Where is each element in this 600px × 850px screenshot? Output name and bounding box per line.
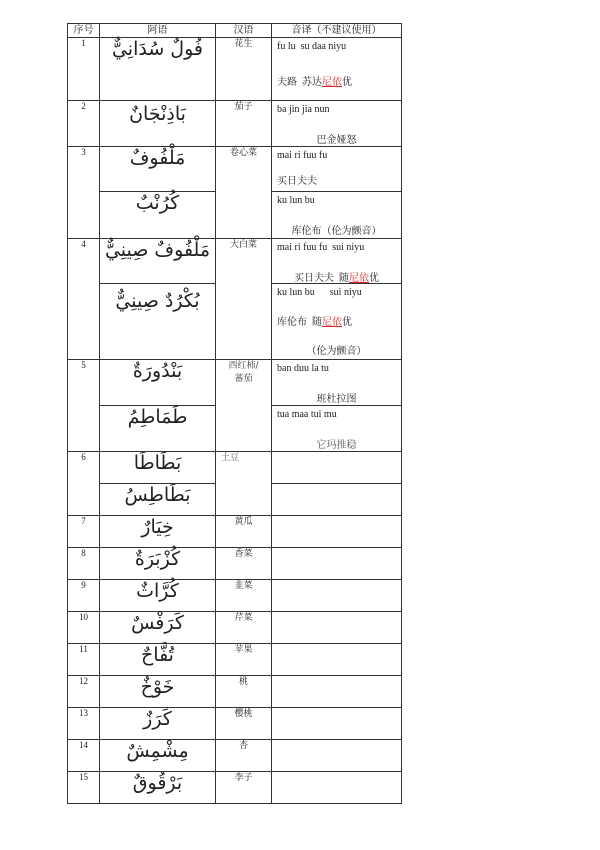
transliteration-cell: [272, 147, 402, 192]
chinese-transliteration: 它玛推稳: [316, 440, 357, 451]
romanization: fu lu su daa niyu: [277, 41, 347, 52]
chinese-transliteration: 巴金娅怒: [316, 135, 357, 146]
row-number: 1: [68, 38, 100, 101]
chinese-word: 韭菜: [216, 580, 272, 612]
header-number: 序号: [68, 24, 100, 38]
row-number: 3: [68, 147, 100, 239]
transliteration-cell: [272, 516, 402, 548]
table-row: [68, 101, 402, 147]
row-number: 13: [68, 708, 100, 740]
arabic-word: بَنْدُورَةٌ: [100, 360, 216, 406]
table-row: [68, 38, 402, 101]
table-row: [68, 772, 402, 804]
romanization: mai ri fuu fu sui niyu: [277, 242, 365, 253]
chinese-word: 杏: [216, 740, 272, 772]
header-chinese: 汉语: [216, 24, 272, 38]
transliteration-cell: [272, 740, 402, 772]
transliteration-cell: [272, 580, 402, 612]
arabic-word: كُزْبَرَةٌ: [100, 548, 216, 580]
table-row: [68, 239, 402, 284]
transliteration-cell: [272, 406, 402, 452]
chinese-transliteration: 夫路 苏达尼依优: [277, 77, 352, 88]
table-row: [68, 360, 402, 406]
arabic-word: بَرْقُوقٌ: [100, 772, 216, 804]
chinese-transliteration: 库伦布 随尼依优: [277, 317, 352, 328]
transliteration-cell: [272, 484, 402, 516]
arabic-word: كُرُنْبٌ: [100, 192, 216, 239]
arabic-word: كَرَزٌ: [100, 708, 216, 740]
arabic-word: مِشْمِشٌ: [100, 740, 216, 772]
arabic-word: بُكْرُدٌ صِينِيٌّ: [100, 284, 216, 360]
transliteration-cell: [272, 644, 402, 676]
romanization: mai ri fuu fu: [277, 150, 328, 161]
transliteration-cell: [272, 708, 402, 740]
table-row: [68, 147, 402, 192]
chinese-transliteration: 买日夫夫: [277, 176, 317, 187]
chinese-word: 苹果: [216, 644, 272, 676]
transliteration-cell: [272, 360, 402, 406]
table-row: [68, 612, 402, 644]
row-number: 2: [68, 101, 100, 147]
arabic-word: بَطَاطِسُ: [100, 484, 216, 516]
transliteration-cell: [272, 676, 402, 708]
transliteration-cell: [272, 612, 402, 644]
romanization: tua maa tui mu: [277, 409, 337, 420]
table-row: [68, 740, 402, 772]
table-row: [68, 708, 402, 740]
chinese-transliteration: 买日夫夫 随尼依优: [294, 273, 379, 284]
transliteration-cell: [272, 239, 402, 284]
transliteration-cell: [272, 452, 402, 484]
chinese-word: 茄子: [216, 101, 272, 147]
arabic-word: خِيَارٌ: [100, 516, 216, 548]
arabic-word: طَمَاطِمُ: [100, 406, 216, 452]
header-transliteration: 音译（不建议使用）: [272, 24, 402, 38]
transliteration-cell: [272, 101, 402, 147]
transliteration-cell: [272, 192, 402, 239]
row-number: 15: [68, 772, 100, 804]
chinese-word: 香菜: [216, 548, 272, 580]
row-number: 12: [68, 676, 100, 708]
chinese-transliteration-note: （伦为颤音）: [306, 346, 367, 357]
chinese-word: 桃: [216, 676, 272, 708]
row-number: 7: [68, 516, 100, 548]
table-row: [68, 516, 402, 548]
romanization: ku lun bu: [277, 195, 315, 206]
arabic-word: كُرَّاثٌ: [100, 580, 216, 612]
chinese-word: 樱桃: [216, 708, 272, 740]
arabic-word: مَلْفُوفٌ صِينِيٌّ: [100, 239, 216, 284]
chinese-word: 芹菜: [216, 612, 272, 644]
table-row: [68, 548, 402, 580]
arabic-word: بَاذِنْجَانٌ: [100, 101, 216, 147]
transliteration-cell: [272, 772, 402, 804]
chinese-word: 花生: [216, 38, 272, 101]
transliteration-cell: [272, 548, 402, 580]
chinese-word: 黄瓜: [216, 516, 272, 548]
arabic-word: مَلْفُوفٌ: [100, 147, 216, 192]
chinese-word: 卷心菜: [216, 147, 272, 239]
row-number: 4: [68, 239, 100, 360]
vocabulary-table: [67, 23, 402, 804]
transliteration-cell: [272, 284, 402, 360]
row-number: 10: [68, 612, 100, 644]
romanization: ku lun bu sui niyu: [277, 287, 362, 298]
chinese-word: 西红柿/ 蕃茄: [216, 360, 272, 452]
row-number: 6: [68, 452, 100, 516]
header-row: [68, 24, 402, 38]
chinese-word: 李子: [216, 772, 272, 804]
chinese-transliteration: 库伦布（伦为颤音）: [291, 226, 382, 237]
table-row: [68, 580, 402, 612]
chinese-word: 大白菜: [216, 239, 272, 360]
row-number: 8: [68, 548, 100, 580]
row-number: 14: [68, 740, 100, 772]
chinese-transliteration: 班杜拉图: [316, 394, 357, 405]
arabic-word: تُفَّاحٌ: [100, 644, 216, 676]
arabic-word: فُولٌ سُدَانِيٌّ: [100, 38, 216, 101]
transliteration-cell: [272, 38, 402, 101]
arabic-word: كَرَفْسٌ: [100, 612, 216, 644]
romanization: ba jin jia nun: [277, 104, 330, 115]
table-row: [68, 676, 402, 708]
row-number: 5: [68, 360, 100, 452]
arabic-word: بَطَاطَا: [100, 452, 216, 484]
row-number: 11: [68, 644, 100, 676]
table-row: [68, 644, 402, 676]
arabic-word: خَوْخٌ: [100, 676, 216, 708]
chinese-word: 土豆: [216, 452, 272, 516]
romanization: ban duu la tu: [277, 363, 329, 374]
header-arabic: 阿语: [100, 24, 216, 38]
table-row: [68, 452, 402, 484]
row-number: 9: [68, 580, 100, 612]
